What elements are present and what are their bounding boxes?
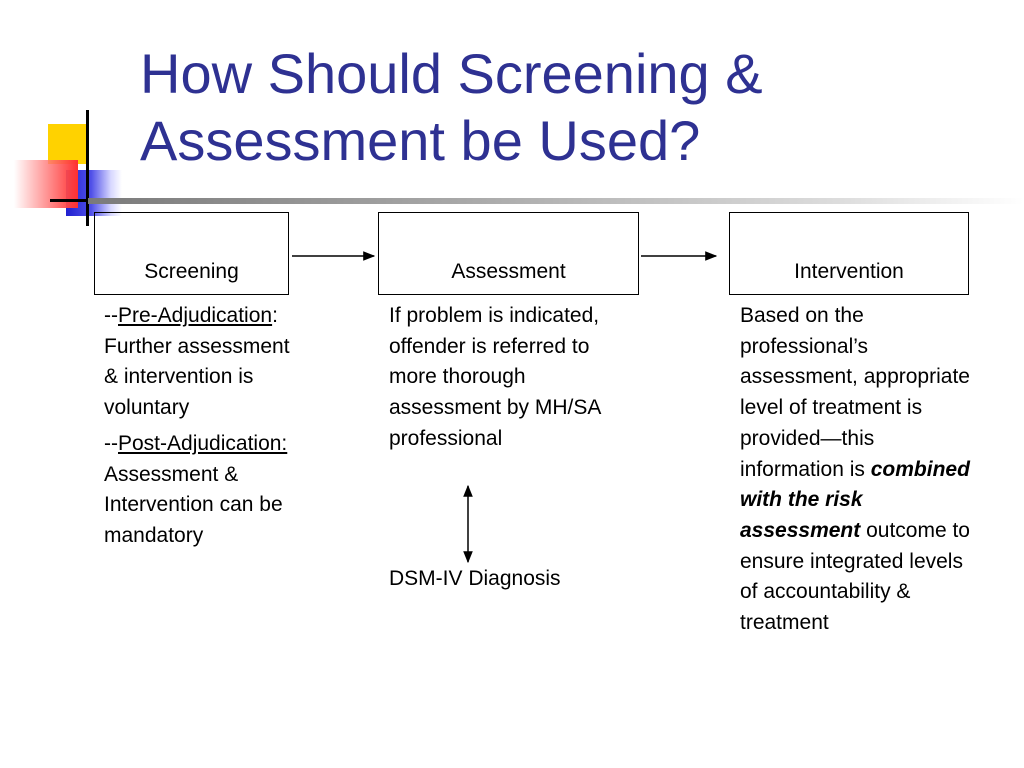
logo-vertical-line [86,110,89,226]
dsm-diagnosis-label: DSM-IV Diagnosis [389,567,561,590]
pre-prefix: -- [104,304,118,327]
screening-box-label: Screening [144,260,239,283]
logo [0,100,150,230]
intervention-note [740,301,970,639]
post-adjudication-text: Assessment & Intervention can be mandatory [104,462,283,547]
intervention-emphasis: combined with the risk assessment [740,457,970,542]
post-adjudication-label: Post-Adjudication: [118,431,288,455]
intervention-box [729,212,969,295]
pre-colon: : [272,304,278,327]
title-rule [88,198,1024,204]
intervention-notes [740,301,970,639]
post-prefix: -- [104,431,118,455]
assessment-box-label: Assessment [451,260,566,283]
post-adjudication-note [104,429,294,552]
assessment-box [378,212,639,295]
pre-adjudication-note [104,301,294,424]
logo-yellow-square [48,124,88,164]
intervention-text-after: outcome to ensure integrated levels of accountability & treatment [740,518,970,635]
assessment-notes [389,301,639,455]
screening-box [94,212,289,295]
title-line-2: Assessment be Used? [140,109,701,172]
intervention-text-before: Based on the professional’s assessment, appropriate level of treatment is provided—this information is [740,304,970,481]
title-line-1: How Should Screening & [140,42,763,105]
pre-adjudication-label: Pre-Adjudication [118,304,273,327]
intervention-box-label: Intervention [794,260,904,283]
page-title [140,40,1000,174]
assessment-note-text: If problem is indicated, offender is referred to more thorough assessment by MH/SA professional [389,304,601,450]
pre-adjudication-text: Further assessment & intervention is voluntary [104,334,290,420]
screening-notes [104,301,294,552]
